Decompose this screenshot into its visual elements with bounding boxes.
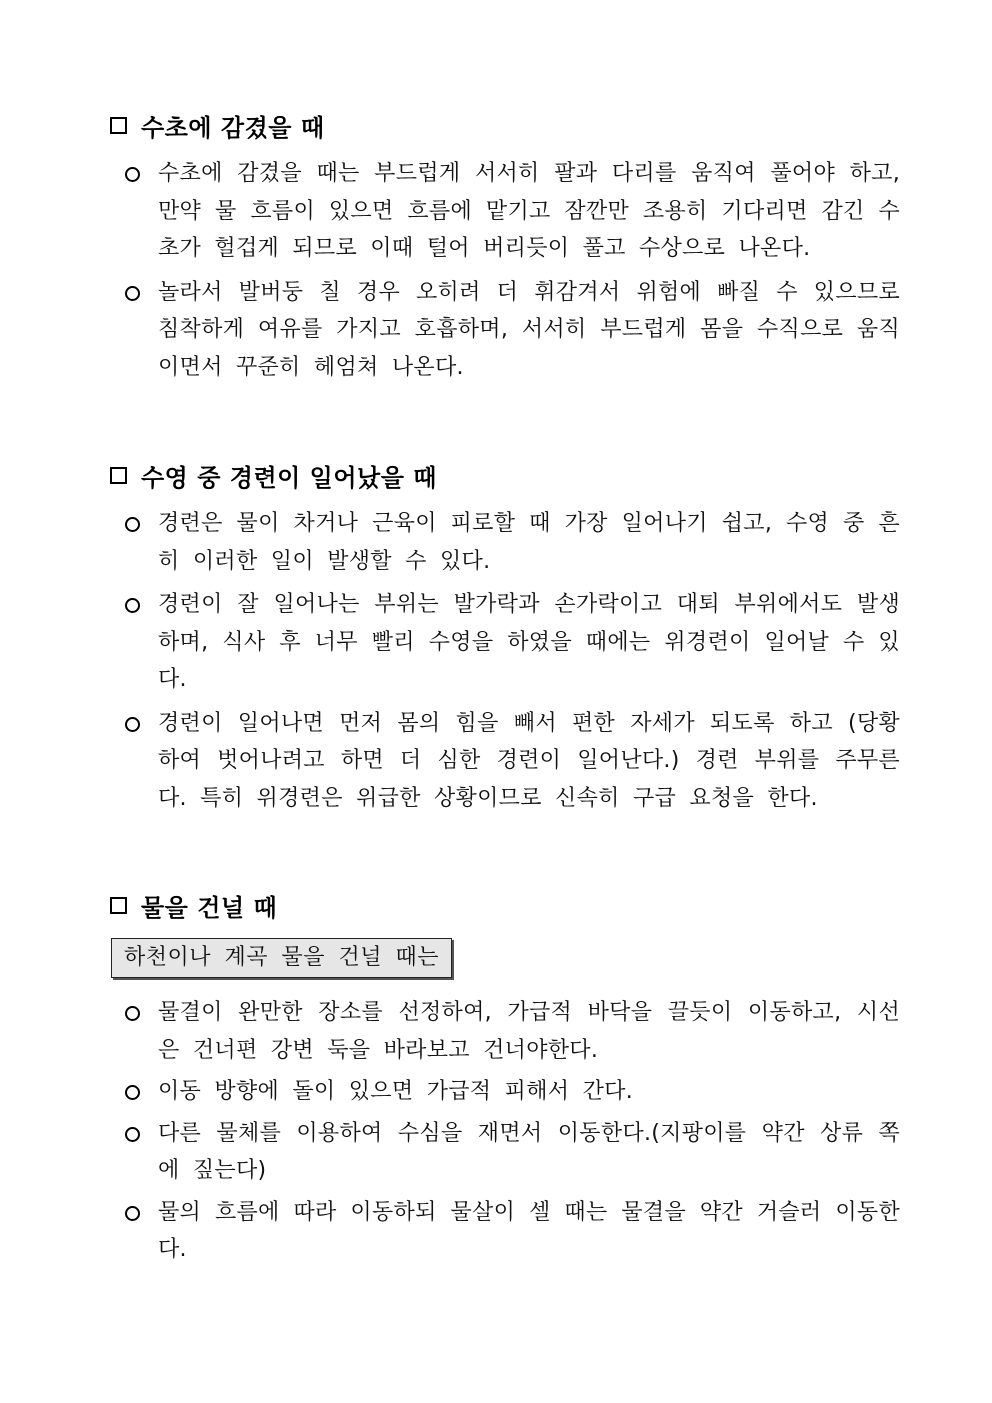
list-item <box>108 1115 900 1190</box>
list-item-text: 놀라서 발버둥 칠 경우 오히려 더 휘감겨서 위험에 빠질 수 있으므로 침착하게 여유를 가지고 호흡하며, 서서히 부드럽게 몸을 수직으로 움직이면서 꾸준히 헤엄쳐 나온다. <box>158 279 900 380</box>
section-heading-text: 수초에 감겼을 때 <box>141 113 325 142</box>
circle-bullet-icon <box>125 1085 140 1100</box>
circle-bullet-icon <box>125 1006 140 1021</box>
list-item-text: 이동 방향에 돌이 있으면 가급적 피해서 간다. <box>158 1079 633 1104</box>
list-item <box>108 705 900 818</box>
circle-bullet-icon <box>125 1127 140 1142</box>
section-heading <box>108 109 900 141</box>
section-heading <box>108 889 900 921</box>
circle-bullet-icon <box>125 598 140 613</box>
list-item <box>108 155 900 268</box>
list-item-text: 경련이 일어나면 먼저 몸의 힘을 빼서 편한 자세가 되도록 하고 (당황하여 벗어나려고 하면 더 심한 경련이 일어난다.) 경련 부위를 주무른다. 특히 위경련은 위급한 상황이므로 신속히 구급 요청을 한다. <box>158 710 900 811</box>
section-crossing-water <box>108 889 900 1269</box>
checkbox-square-icon <box>110 467 127 484</box>
list-item-text: 다른 물체를 이용하여 수심을 재면서 이동한다.(지팡이를 약간 상류 쪽에 짚는다) <box>158 1120 900 1183</box>
checkbox-square-icon <box>110 897 127 914</box>
list-item-text: 수초에 감겼을 때는 부드럽게 서서히 팔과 다리를 움직여 풀어야 하고, 만약 물 흐름이 있으면 흐름에 맡기고 잠깐만 조용히 기다리면 감긴 수초가 헐겁게 되므로 이때 털어 버리듯이 풀고 수상으로 나온다. <box>158 161 900 261</box>
list-item <box>108 994 900 1069</box>
subheading-box: 하천이나 계곡 물을 건널 때는 <box>111 938 452 978</box>
section-seaweed <box>108 109 900 386</box>
list-item <box>108 1073 900 1111</box>
list-item <box>108 274 900 387</box>
list-item-text: 물의 흐름에 따라 이동하되 물살이 셀 때는 물결을 약간 거슬러 이동한다. <box>158 1199 900 1262</box>
section-heading-text: 수영 중 경련이 일어났을 때 <box>141 463 437 492</box>
circle-bullet-icon <box>125 286 140 301</box>
circle-bullet-icon <box>125 517 140 532</box>
circle-bullet-icon <box>125 717 140 732</box>
checkbox-square-icon <box>110 117 127 134</box>
list-item <box>108 1194 900 1269</box>
section-heading-text: 물을 건널 때 <box>141 893 278 922</box>
circle-bullet-icon <box>125 167 140 182</box>
list-item-text: 경련이 잘 일어나는 부위는 발가락과 손가락이고 대퇴 부위에서도 발생하며, 식사 후 너무 빨리 수영을 하였을 때에는 위경련이 일어날 수 있다. <box>158 592 900 692</box>
list-item <box>108 586 900 699</box>
section-cramp <box>108 459 900 817</box>
section-heading <box>108 459 900 491</box>
list-item-text: 경련은 물이 차거나 근육이 피로할 때 가장 일어나기 쉽고, 수영 중 흔히 이러한 일이 발생할 수 있다. <box>158 511 900 574</box>
circle-bullet-icon <box>125 1206 140 1221</box>
list-item <box>108 505 900 580</box>
list-item-text: 물결이 완만한 장소를 선정하여, 가급적 바닥을 끌듯이 이동하고, 시선은 건너편 강변 둑을 바라보고 건너야한다. <box>158 1000 900 1063</box>
